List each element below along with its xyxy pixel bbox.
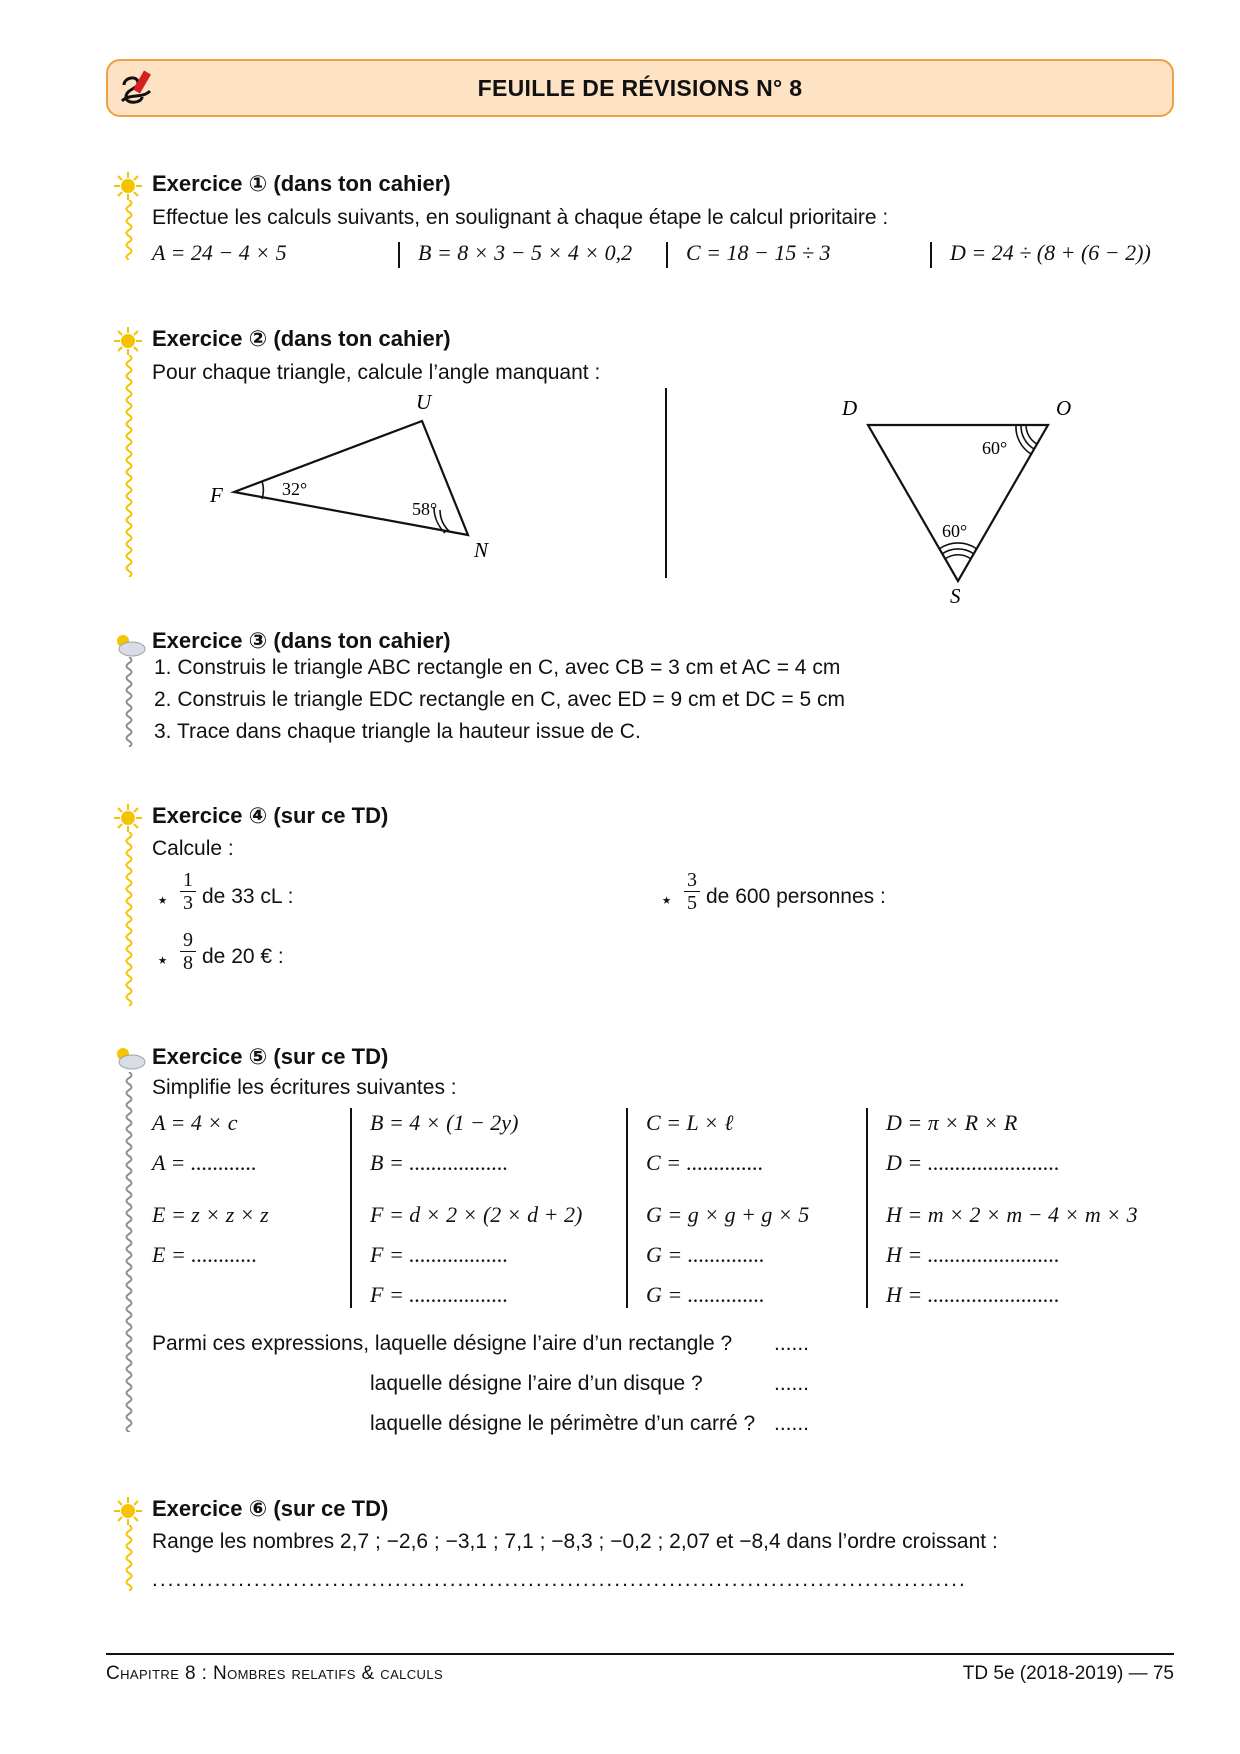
vertex-label: F [210, 483, 223, 507]
vertex-label: D [842, 396, 858, 420]
expression: E = z × z × z [152, 1202, 269, 1227]
separator [626, 1108, 628, 1308]
exercise-2-title: Exercice ② (dans ton cahier) [152, 326, 451, 351]
question: laquelle désigne le périmètre d’un carré ? [370, 1412, 756, 1435]
separator [666, 242, 668, 268]
difficulty-wave-icon [122, 657, 136, 747]
fraction-text: de 33 cL : [202, 885, 294, 908]
answer-blank[interactable]: ...... [774, 1412, 810, 1435]
header-banner [106, 59, 1174, 117]
fraction: 9 8 [180, 929, 196, 974]
footer-chapter: Chapitre 8 : Nombres relatifs & calculs [106, 1663, 444, 1684]
page-title: FEUILLE DE RÉVISIONS N° 8 [477, 75, 803, 101]
separator [398, 242, 400, 268]
angle-label: 58° [412, 499, 438, 519]
exercise-4-title: Exercice ④ (sur ce TD) [152, 803, 389, 828]
exercise-4-instruction: Calcule : [152, 837, 234, 860]
vertex-label: U [416, 390, 432, 414]
expression: C = L × ℓ [646, 1110, 734, 1135]
expression: H = m × 2 × m − 4 × m × 3 [886, 1202, 1138, 1227]
answer-line[interactable]: G = .............. [646, 1282, 765, 1307]
exercise-5-title: Exercice ⑤ (sur ce TD) [152, 1044, 389, 1069]
star-bullet: ⋆ [660, 888, 674, 912]
list-item: 2. Construis le triangle EDC rectangle en C, avec ED = 9 cm et DC = 5 cm [154, 688, 845, 711]
difficulty-wave-icon [122, 200, 136, 260]
answer-line[interactable]: H = ........................ [886, 1282, 1060, 1307]
fraction-text: de 600 personnes : [706, 885, 886, 908]
sun-icon [112, 170, 144, 202]
expression: G = g × g + g × 5 [646, 1202, 810, 1227]
answer-line[interactable]: F = .................. [370, 1242, 509, 1267]
exercise-2-instruction: Pour chaque triangle, calcule l’angle manquant : [152, 361, 601, 384]
vertex-label: O [1056, 396, 1072, 420]
star-bullet: ⋆ [156, 948, 170, 972]
answer-line[interactable]: C = .............. [646, 1150, 764, 1175]
triangle-dos [830, 395, 1080, 610]
expression: F = d × 2 × (2 × d + 2) [370, 1202, 583, 1227]
exercise-6-instruction: Range les nombres 2,7 ; −2,6 ; −3,1 ; 7,1 ; −8,3 ; −0,2 ; 2,07 et −8,4 dans l’ordre croissant : [152, 1530, 998, 1553]
answer-line[interactable]: E = ............ [152, 1242, 258, 1267]
sun-icon [112, 802, 144, 834]
exercise-6-title: Exercice ⑥ (sur ce TD) [152, 1496, 389, 1521]
footer-page: TD 5e (2018-2019) — 75 [962, 1663, 1174, 1684]
calc-c: C = 18 − 15 ÷ 3 [686, 240, 831, 265]
exercise-3-title: Exercice ③ (dans ton cahier) [152, 628, 451, 653]
exercise-1-title: Exercice ① (dans ton cahier) [152, 171, 451, 196]
fraction-text: de 20 € : [202, 945, 284, 968]
sun-icon [112, 325, 144, 357]
vertex-label: S [950, 584, 961, 608]
fraction: 3 5 [684, 869, 700, 914]
answer-line[interactable]: B = .................. [370, 1150, 509, 1175]
star-bullet: ⋆ [156, 888, 170, 912]
question: Parmi ces expressions, laquelle désigne l’aire d’un rectangle ? [152, 1332, 733, 1355]
fraction: 1 3 [180, 869, 196, 914]
answer-blank[interactable]: ...... [774, 1372, 810, 1395]
separator [866, 1108, 868, 1308]
answer-line[interactable]: F = .................. [370, 1282, 509, 1307]
cloud-sun-icon [110, 630, 148, 658]
answer-line[interactable]: G = .............. [646, 1242, 765, 1267]
answer-line[interactable]: ........................................................................................................ [152, 1568, 967, 1591]
sun-icon [112, 1495, 144, 1527]
list-item: 3. Trace dans chaque triangle la hauteur issue de C. [154, 720, 641, 743]
cloud-sun-icon [110, 1043, 148, 1071]
vertex-label: N [474, 538, 489, 562]
expression: D = π × R × R [886, 1110, 1018, 1135]
question: laquelle désigne l’aire d’un disque ? [370, 1372, 703, 1395]
expression: A = 4 × c [152, 1110, 238, 1135]
answer-blank[interactable]: ...... [774, 1332, 810, 1355]
calc-b: B = 8 × 3 − 5 × 4 × 0,2 [418, 240, 633, 265]
difficulty-wave-icon [122, 1072, 136, 1432]
angle-label: 60° [982, 438, 1008, 458]
angle-label: 32° [282, 479, 308, 499]
separator [350, 1108, 352, 1308]
calc-a: A = 24 − 4 × 5 [152, 240, 287, 265]
exercise-1-instruction: Effectue les calculs suivants, en soulignant à chaque étape le calcul prioritaire : [152, 206, 889, 229]
triangle-fun [200, 385, 520, 565]
difficulty-wave-icon [122, 1525, 136, 1591]
difficulty-wave-icon [122, 355, 136, 577]
angle-label: 60° [942, 521, 968, 541]
difficulty-wave-icon [122, 832, 136, 1006]
footer-rule [106, 1653, 1174, 1655]
answer-line[interactable]: H = ........................ [886, 1242, 1060, 1267]
answer-line[interactable]: A = ............ [152, 1150, 257, 1175]
separator [930, 242, 932, 268]
expression: B = 4 × (1 − 2y) [370, 1110, 519, 1135]
list-item: 1. Construis le triangle ABC rectangle en C, avec CB = 3 cm et AC = 4 cm [154, 656, 841, 679]
separator [665, 388, 667, 578]
calc-d: D = 24 ÷ (8 + (6 − 2)) [950, 240, 1151, 265]
answer-line[interactable]: D = ........................ [886, 1150, 1060, 1175]
exercise-5-instruction: Simplifie les écritures suivantes : [152, 1076, 457, 1099]
